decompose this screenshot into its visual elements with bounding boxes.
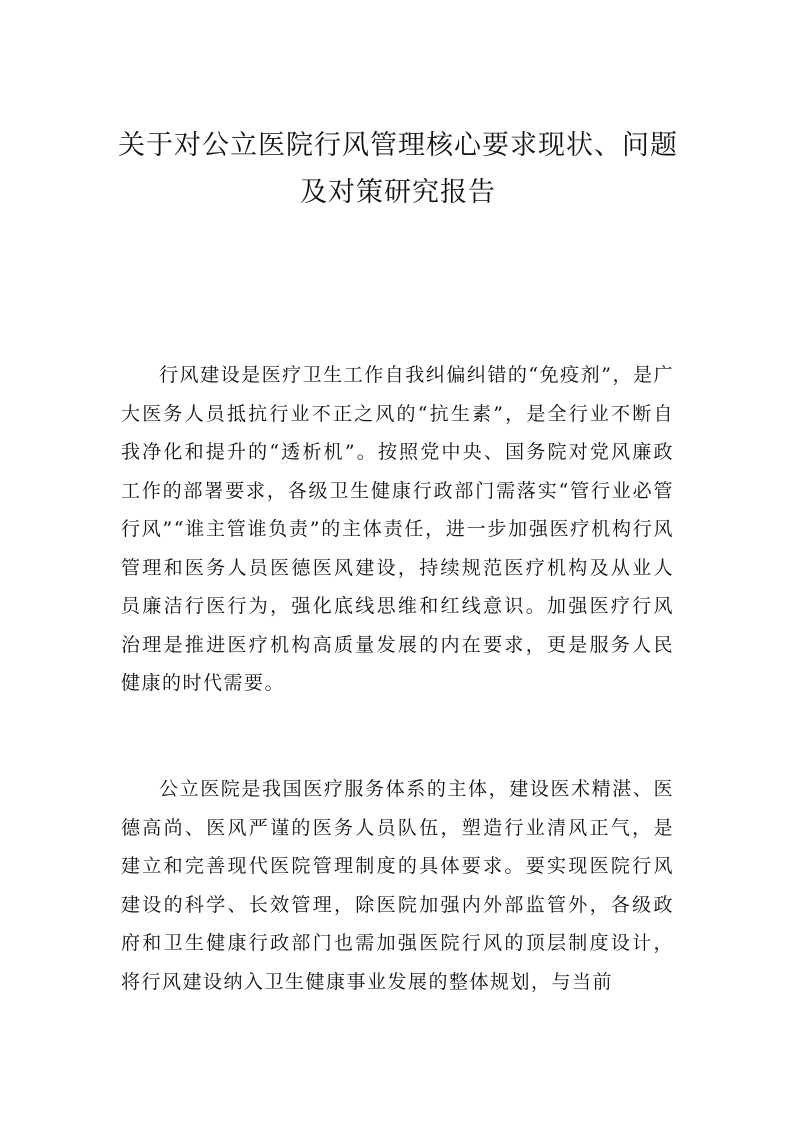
body-paragraph-2: 公立医院是我国医疗服务体系的主体，建设医术精湛、医德高尚、医风严谨的医务人员队伍，塑造行业清风正气，是建立和完善现代医院管理制度的具体要求。要实现医院行风建设的科学、长效管理，除医院加强内外部监管外，各级政府和卫生健康行政部门也需加强医院行风的顶层制度设计，将行风建设纳入卫生健康事业发展的整体规划，与当前 [121, 778, 674, 993]
body-paragraph-1: 行风建设是医疗卫生工作自我纠偏纠错的“免疫剂”，是广大医务人员抵抗行业不正之风的“抗生素”，是全行业不断自我净化和提升的“透析机”。按照党中央、国务院对党风廉政工作的部署要求，各级卫生健康行政部门需落实“管行业必管行风”“谁主管谁负责”的主体责任，进一步加强医疗机构行风管理和医务人员医德医风建设，持续规范医疗机构及从业人员廉洁行医行为，强化底线思维和红线意识。加强医疗行风治理是推进医疗机构高质量发展的内在要求，更是服务人民健康的时代需要。 [121, 364, 674, 694]
document-title: 关于对公立医院行风管理核心要求现状、问题及对策研究报告 [118, 130, 678, 208]
